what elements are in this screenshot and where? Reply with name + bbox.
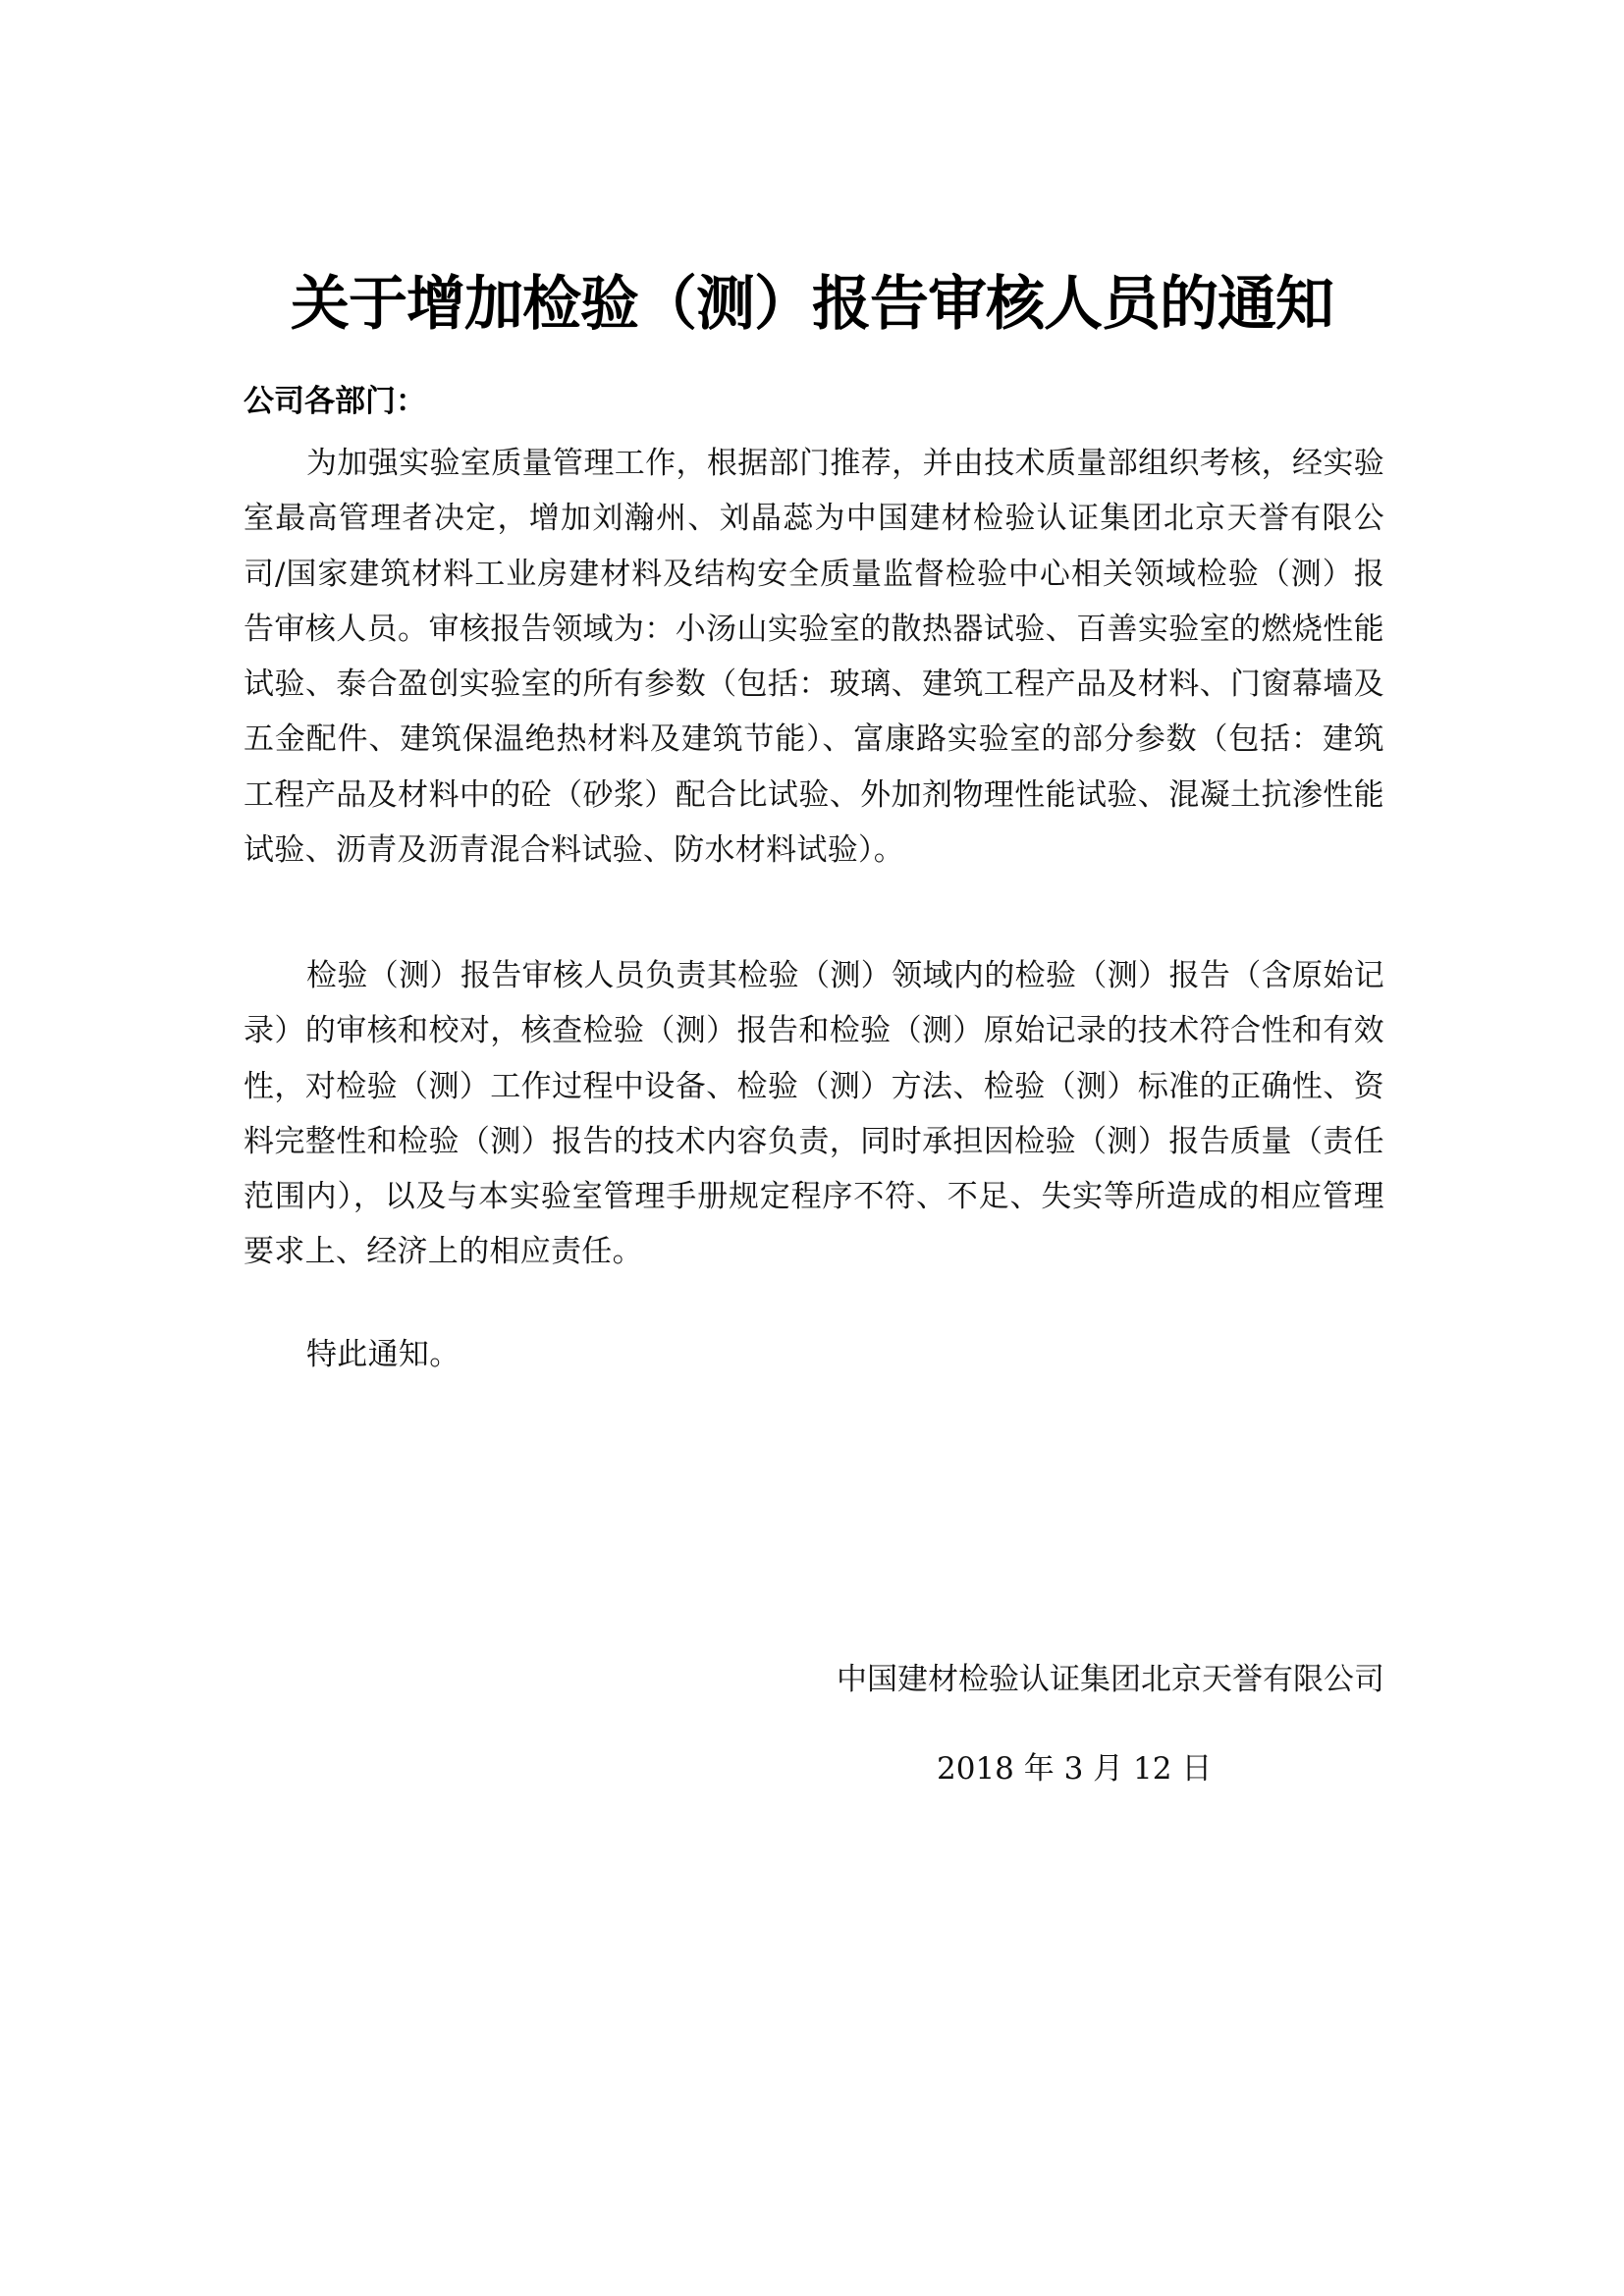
closing-paragraph: 特此通知。 [306,1337,460,1372]
document-title: 关于增加检验（测）报告审核人员的通知 [291,270,1333,339]
body-paragraph-2: 检验（测）报告审核人员负责其检验（测）领域内的检验（测）报告（含原始记录）的审核和校对，核查检验（测）报告和检验（测）原始记录的技术符合性和有效性，对检验（测）工作过程中设备、检验（测）方法、检验（测）标准的正确性、资料完整性和检验（测）报告的技术内容负责，同时承担因检验（测）报告质量（责任范围内），以及与本实验室管理手册规定程序不符、不足、失实等所造成的相应管理要求上、经济上的相应责任。 [244,958,1384,1270]
salutation: 公司各部门： [244,384,426,419]
body-paragraph-1: 为加强实验室质量管理工作，根据部门推荐，并由技术质量部组织考核，经实验室最高管理者决定，增加刘瀚州、刘晶蕊为中国建材检验认证集团北京天誉有限公司/国家建筑材料工业房建材料及结构安全质量监督检验中心相关领域检验（测）报告审核人员。审核报告领域为：小汤山实验室的散热器试验、百善实验室的燃烧性能试验、泰合盈创实验室的所有参数（包括：玻璃、建筑工程产品及材料、门窗幕墙及五金配件、建筑保温绝热材料及建筑节能）、富康路实验室的部分参数（包括：建筑工程产品及材料中的砼（砂浆）配合比试验、外加剂物理性能试验、混凝土抗渗性能试验、沥青及沥青混合料试验、防水材料试验）。 [244,446,1384,869]
signature-company: 中国建材检验认证集团北京天誉有限公司 [837,1662,1384,1697]
signature-date: 2018 年 3 月 12 日 [937,1751,1213,1787]
